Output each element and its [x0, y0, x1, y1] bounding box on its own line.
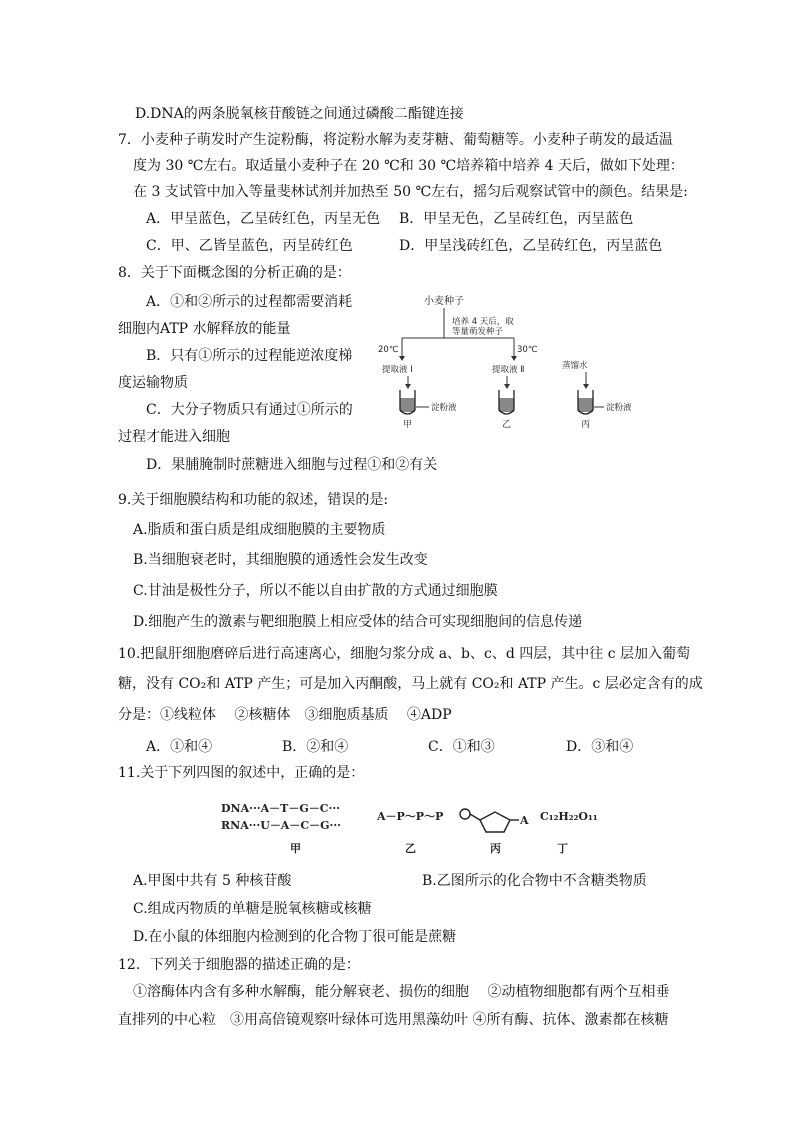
fig-arrowhead-left: [399, 356, 405, 361]
fig-starch-2: 淀粉液: [606, 403, 632, 413]
fig-extract-1: 提取液 Ⅰ: [382, 365, 413, 375]
q8-option-b-line2: 度运输物质: [118, 375, 188, 391]
q7-option-b: B．甲呈无色，乙呈砖红色，丙呈蓝色: [399, 211, 634, 227]
q7-option-a: A．甲呈蓝色，乙呈砖红色，丙呈无色: [146, 211, 381, 227]
fig11-label-bing: 丙: [490, 842, 501, 855]
fig11-dna-strand: DNA···A－T－G－C···: [221, 802, 340, 815]
fig11-label-jia: 甲: [290, 842, 301, 855]
q7-option-c: C．甲、乙皆呈蓝色，丙呈砖红色: [146, 238, 353, 254]
q7-stem-line2: 度为 30 ℃左右。取适量小麦种子在 20 ℃和 30 ℃培养箱中培养 4 天后，做如下处理：: [133, 158, 684, 174]
q10-stem-line3: 分是：①线粒体 ②核糖体 ③细胞质基质 ④ADP: [118, 707, 452, 723]
test-tube-bing: [578, 390, 593, 414]
fig11-rna-strand: RNA···U－A－C－G···: [221, 819, 341, 832]
q8-option-d: D．果脯腌制时蔗糖进入细胞与过程①和②有关: [146, 457, 438, 473]
q8-stem: 8．关于下面概念图的分析正确的是：: [118, 265, 351, 281]
fig11-nucleotide: [460, 809, 519, 832]
q9-option-c: C.甘油是极性分子，所以不能以自由扩散的方式通过细胞膜: [133, 583, 498, 599]
q7-stem-line3: 在 3 支试管中加入等量斐林试剂并加热至 50 ℃左右，摇匀后观察试管中的颜色。结果是:: [133, 184, 688, 200]
q8-option-a-line1: A．①和②所示的过程都需要消耗: [146, 294, 353, 310]
q11-option-a: A.甲图中共有 5 种核苷酸: [133, 873, 292, 889]
fig-tube-label-jia: 甲: [403, 420, 413, 430]
q11-option-c: C.组成丙物质的单糖是脱氧核糖或核糖: [133, 901, 372, 917]
fig-process-line2: 等量萌发种子: [452, 327, 504, 337]
q11-option-b: B.乙图所示的化合物中不含糖类物质: [422, 873, 647, 889]
q7-option-d: D．甲呈浅砖红色，乙呈砖红色，丙呈蓝色: [399, 238, 663, 254]
fig-water: 蒸馏水: [562, 361, 588, 371]
q9-stem: 9.关于细胞膜结构和功能的叙述，错误的是:: [118, 492, 389, 508]
q8-option-c-line2: 过程才能进入细胞: [118, 429, 230, 445]
test-tube-jia: [400, 390, 415, 414]
fig11-atp-structure: A－P～P～P: [377, 810, 444, 823]
fig-starch-1: 淀粉液: [431, 403, 457, 413]
q9-option-d: D.细胞产生的激素与靶细胞膜上相应受体的结合可实现细胞间的信息传递: [133, 614, 583, 630]
q6-option-d: D.DNA的两条脱氧核苷酸链之间通过磷酸二酯键连接: [135, 106, 464, 122]
fig-arrowhead-right: [511, 356, 517, 361]
fig11-base-label: A: [520, 814, 529, 827]
q8-option-a-line2: 细胞内ATP 水解释放的能量: [118, 321, 291, 337]
q12-line2: 直排列的中心粒 ③用高倍镜观察叶绿体可选用黑藻幼叶 ④所有酶、抗体、激素都在核糖: [118, 1012, 669, 1028]
q11-stem: 11.关于下列四图的叙述中，正确的是：: [118, 765, 365, 781]
q10-option-a: A．①和④: [146, 739, 213, 755]
fig-drophead-1: [405, 384, 411, 389]
fig-process-line1: 培养 4 天后，取: [452, 317, 514, 327]
q9-option-a: A.脂质和蛋白质是组成细胞膜的主要物质: [133, 522, 386, 538]
fig-tube-label-bing: 丙: [581, 420, 591, 430]
q10-option-d: D．③和④: [566, 739, 634, 755]
q12-stem: 12．下列关于细胞器的描述正确的是：: [118, 957, 360, 973]
q10-stem-line1: 10.把鼠肝细胞磨碎后进行高速离心，细胞匀浆分成 a、b、c、d 四层，其中往 c 层加入葡萄: [118, 646, 691, 662]
q10-option-c: C．①和③: [428, 739, 495, 755]
experiment-figure: [372, 290, 672, 430]
q8-option-c-line1: C．大分子物质只有通过①所示的: [146, 402, 353, 418]
q12-line1: ①溶酶体内含有多种水解酶，能分解衰老、损伤的细胞 ②动植物细胞都有两个互相垂: [133, 984, 670, 1000]
q10-option-b: B．②和④: [282, 739, 349, 755]
fig11-label-ding: 丁: [557, 842, 568, 855]
fig-temp-30: 30℃: [517, 345, 538, 355]
test-tube-yi: [499, 390, 514, 414]
q7-stem-line1: 7．小麦种子萌发时产生淀粉酶，将淀粉水解为麦芽糖、葡萄糖等。小麦种子萌发的最适温: [118, 132, 673, 148]
fig-drophead-3: [583, 384, 589, 389]
fig11-label-yi: 乙: [405, 842, 416, 855]
q11-option-d: D.在小鼠的体细胞内检测到的化合物丁很可能是蔗糖: [133, 929, 457, 945]
fig-extract-2: 提取液 Ⅱ: [492, 365, 525, 375]
q9-option-b: B.当细胞衰老时，其细胞膜的通透性会发生改变: [133, 552, 428, 568]
fig-drophead-2: [504, 384, 510, 389]
q10-stem-line2: 糖，没有 CO₂和 ATP 产生；可是加入丙酮酸，马上就有 CO₂和 ATP 产生。c 层必定含有的成: [118, 676, 703, 692]
fig-tube-label-yi: 乙: [502, 420, 512, 430]
q8-option-b-line1: B．只有①所示的过程能逆浓度梯: [146, 348, 353, 364]
four-diagrams-figure: [205, 796, 625, 858]
fig-temp-20: 20℃: [378, 345, 399, 355]
fig-seed-label: 小麦种子: [424, 296, 464, 307]
fig11-formula: C₁₂H₂₂O₁₁: [540, 810, 598, 823]
